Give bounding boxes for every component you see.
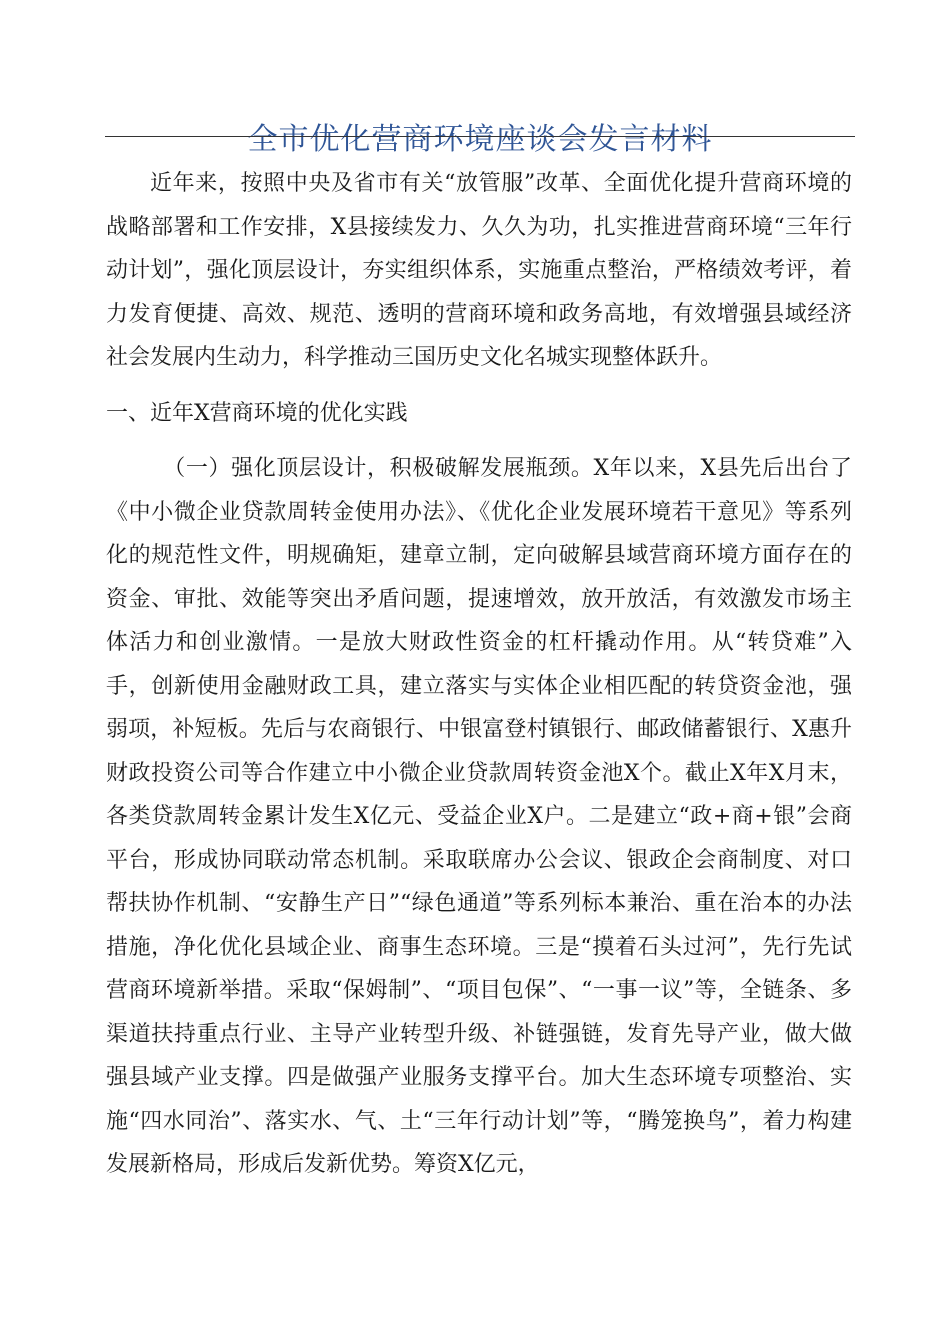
title-underline [105, 136, 855, 137]
section-1-paragraph-1: （一）强化顶层设计，积极破解发展瓶颈。X年以来，X县先后出台了《中小微企业贷款周转金使用办法》、《优化企业发展环境若干意见》等系列化的规范性文件，明规确矩，建章立制，定向破解县域营商环境方面存在的资金、审批、效能等突出矛盾问题，提速增效，放开放活，有效激发市场主体活力和创业激情。一是放大财政性资金的杠杆撬动作用。从“转贷难”入手，创新使用金融财政工具，建立落实与实体企业相匹配的转贷资金池，强弱项，补短板。先后与农商银行、中银富登村镇银行、邮政储蓄银行、X惠升财政投资公司等合作建立中小微企业贷款周转资金池X个。截止X年X月末，各类贷款周转金累计发生X亿元、受益企业X户。二是建立“政+商+银”会商平台，形成协同联动常态机制。采取联席办公会议、银政企会商制度、对口帮扶协作机制、“安静生产日”“绿色通道”等系列标本兼治、重在治本的办法措施，净化优化县域企业、商事生态环境。三是“摸着石头过河”，先行先试营商环境新举措。采取“保姆制”、“项目包保”、“一事一议”等，全链条、多渠道扶持重点行业、主导产业转型升级、补链强链，发育先导产业，做大做强县域产业支撑。四是做强产业服务支撑平台。加大生态环境专项整治、实施“四水同治”、落实水、气、土“三年行动计划”等，“腾笼换鸟”，着力构建发展新格局，形成后发新优势。筹资X亿元， [106, 456, 852, 1177]
section-heading-1: 一、近年X营商环境的优化实践 [106, 400, 408, 426]
document-body [106, 162, 852, 1187]
document-title: 全市优化营商环境座谈会发言材料 [247, 122, 713, 158]
intro-paragraph: 近年来，按照中央及省市有关“放管服”改革、全面优化提升营商环境的战略部署和工作安排，X县接续发力、久久为功，扎实推进营商环境“三年行动计划”，强化顶层设计，夯实组织体系，实施重点整治，严格绩效考评，着力发育便捷、高效、规范、透明的营商环境和政务高地，有效增强县域经济社会发展内生动力，科学推动三国历史文化名城实现整体跃升。 [106, 171, 852, 370]
